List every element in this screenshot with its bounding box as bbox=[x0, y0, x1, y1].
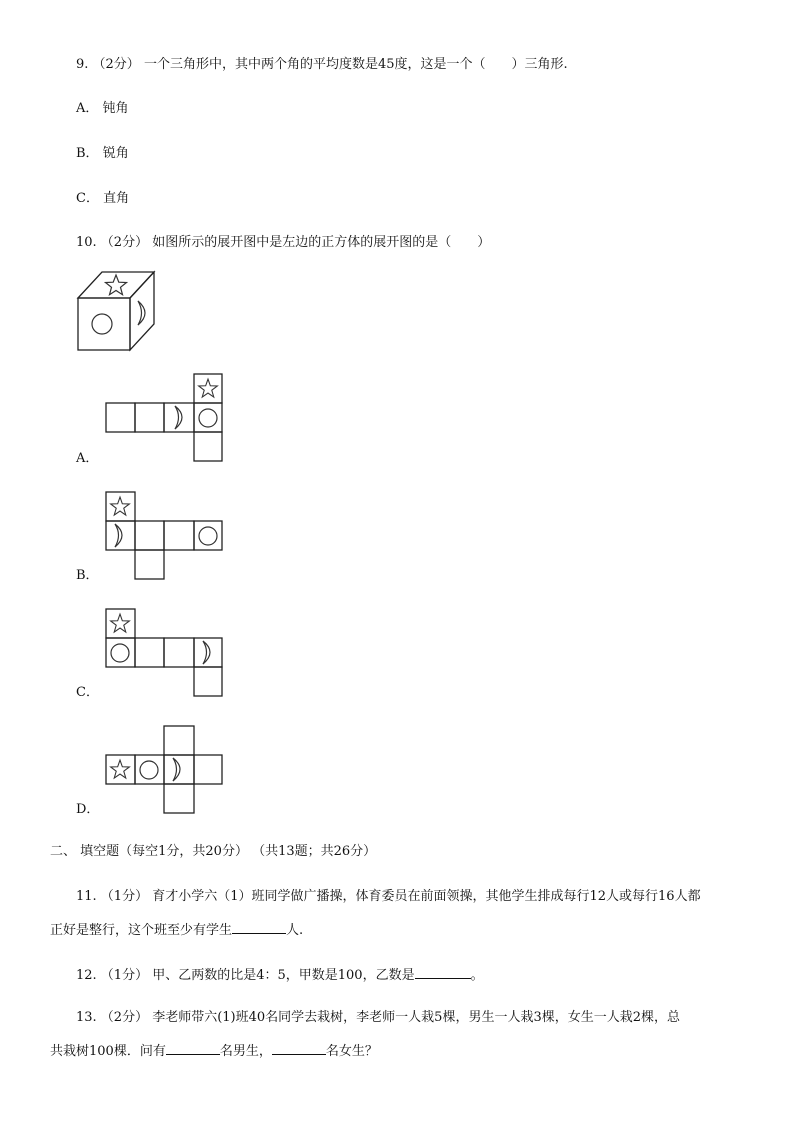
q13-text: 名女生？ bbox=[325, 1044, 378, 1059]
q11-stem-line2 bbox=[50, 919, 303, 940]
net-face bbox=[106, 755, 135, 784]
circle-icon bbox=[199, 527, 217, 545]
moon-icon bbox=[175, 406, 182, 429]
circle-icon bbox=[92, 314, 112, 334]
net-face-top bbox=[164, 726, 194, 755]
q9-option-a[interactable] bbox=[76, 100, 129, 118]
q13-stem-line2 bbox=[50, 1040, 378, 1061]
cube-figure bbox=[70, 268, 160, 358]
q12-stem bbox=[76, 964, 484, 985]
moon-icon bbox=[115, 524, 122, 547]
q13-text: 共栽树100棵．问有 bbox=[50, 1044, 166, 1059]
net-face bbox=[164, 521, 194, 550]
net-face bbox=[135, 521, 164, 550]
q12-text: 12. （1分） 甲、乙两数的比是4：5，甲数是100，乙数是 bbox=[76, 968, 415, 983]
answer-blank[interactable] bbox=[166, 1040, 220, 1055]
net-face-top bbox=[106, 609, 135, 638]
net-face bbox=[106, 638, 135, 667]
net-face bbox=[194, 755, 222, 784]
answer-blank[interactable] bbox=[232, 919, 286, 934]
circle-icon bbox=[199, 409, 217, 427]
q10-option-b-label[interactable]: B． bbox=[76, 568, 99, 583]
q11-stem-line1: 11. （1分） 育才小学六（1）班同学做广播操，体育委员在前面领操，其他学生排成每行12人或每行16人都 bbox=[76, 889, 701, 904]
option-label: C． bbox=[76, 191, 99, 206]
circle-icon bbox=[111, 644, 129, 662]
net-face bbox=[194, 403, 222, 432]
cube-front-face bbox=[78, 298, 130, 350]
net-face bbox=[164, 755, 194, 784]
moon-icon bbox=[138, 301, 145, 325]
net-face bbox=[194, 638, 222, 667]
net-face bbox=[106, 521, 135, 550]
option-label: A． bbox=[76, 101, 99, 116]
q9-option-c[interactable] bbox=[76, 190, 129, 208]
q10-option-d-label[interactable]: D． bbox=[76, 802, 100, 817]
star-icon bbox=[106, 275, 127, 295]
q9-stem: 9. （2分） 一个三角形中，其中两个角的平均度数是45度，这是一个（ ）三角形. bbox=[76, 57, 568, 72]
answer-blank[interactable] bbox=[272, 1040, 326, 1055]
q10-option-a-label[interactable]: A． bbox=[76, 451, 99, 466]
circle-icon bbox=[140, 761, 158, 779]
net-face-bottom bbox=[194, 667, 222, 696]
option-text: 直角 bbox=[103, 191, 130, 206]
net-face bbox=[135, 403, 164, 432]
star-icon bbox=[111, 497, 130, 515]
net-face bbox=[135, 755, 164, 784]
section-heading: 二、 填空题（每空1分，共20分） （共13题；共26分） bbox=[50, 844, 377, 859]
star-icon bbox=[199, 379, 218, 397]
moon-icon bbox=[173, 758, 180, 781]
q11-text: 人. bbox=[286, 923, 304, 938]
net-option-a[interactable] bbox=[106, 374, 226, 464]
net-face-bottom bbox=[135, 550, 164, 579]
moon-icon bbox=[203, 641, 210, 664]
q10-stem: 10. （2分） 如图所示的展开图中是左边的正方体的展开图的是（ ） bbox=[76, 235, 491, 250]
net-face-bottom bbox=[164, 784, 194, 813]
star-icon bbox=[111, 614, 130, 632]
net-face-bottom bbox=[194, 432, 222, 461]
net-face bbox=[194, 521, 222, 550]
q11-text: 正好是整行，这个班至少有学生 bbox=[50, 923, 233, 938]
option-label: B． bbox=[76, 146, 99, 161]
q13-text: 名男生， bbox=[219, 1044, 272, 1059]
q12-text: 。 bbox=[470, 968, 484, 983]
q10-option-c-label[interactable]: C． bbox=[76, 685, 99, 700]
option-text: 钝角 bbox=[102, 101, 129, 116]
net-option-b[interactable] bbox=[106, 492, 226, 582]
option-text: 锐角 bbox=[102, 146, 129, 161]
net-face bbox=[135, 638, 164, 667]
net-option-d[interactable] bbox=[106, 726, 226, 816]
net-face-top bbox=[106, 492, 135, 521]
net-face bbox=[164, 638, 194, 667]
q13-stem-line1: 13. （2分） 李老师带六(1)班40名同学去栽树，李老师一人栽5棵，男生一人栽3棵，女生一人栽2棵，总 bbox=[76, 1010, 680, 1025]
answer-blank[interactable] bbox=[415, 964, 471, 979]
net-face bbox=[106, 403, 135, 432]
q9-option-b[interactable] bbox=[76, 145, 129, 163]
star-icon bbox=[111, 760, 130, 778]
net-option-c[interactable] bbox=[106, 609, 226, 699]
